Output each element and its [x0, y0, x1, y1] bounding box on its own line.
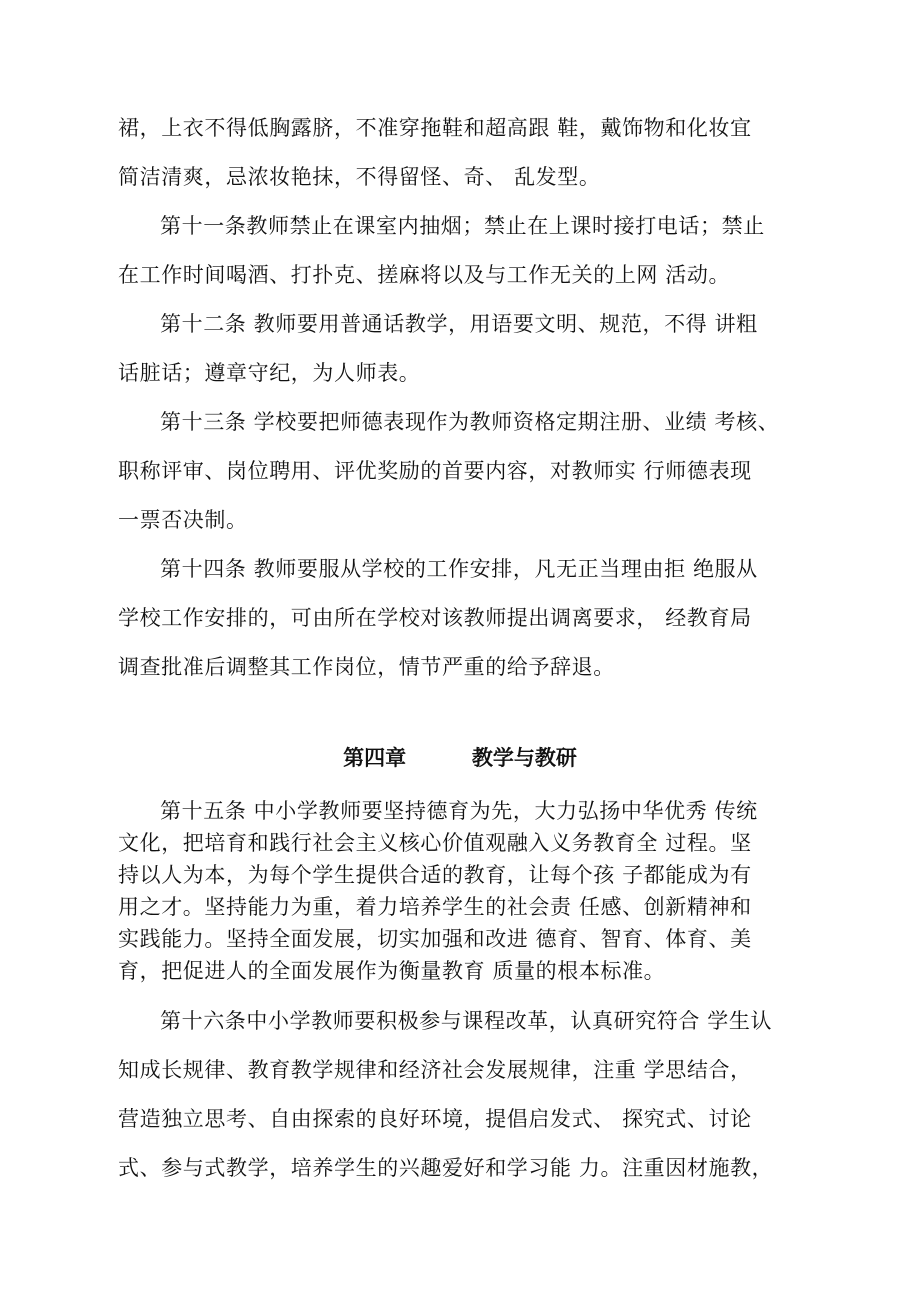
text-line: 持以人为本，为每个学生提供合适的教育，让每个孩 子都能成为有 [118, 863, 752, 887]
text-line: 一票否决制。 [118, 508, 248, 532]
text-line: 第十三条 学校要把师德表现作为教师资格定期注册、业绩 考核、 [160, 410, 780, 434]
text-line: 第十六条中小学教师要积极参与课程改革，认真研究符合 学生认 [160, 1009, 773, 1033]
text-line: 话脏话；遵章守纪，为人师表。 [118, 361, 421, 385]
text-line: 学校工作安排的，可由所在学校对该教师提出调离要求， 经教育局 [118, 606, 752, 630]
text-line: 第十五条 中小学教师要坚持德育为先，大力弘扬中华优秀 传统 [160, 799, 758, 823]
text-line: 第十二条 教师要用普通话教学，用语要文明、规范，不得 讲粗 [160, 312, 758, 336]
text-line: 文化，把培育和践行社会主义核心价值观融入义务教育全 过程。坚 [118, 831, 752, 855]
text-line: 育，把促进人的全面发展作为衡量教育 质量的根本标准。 [118, 959, 666, 983]
text-line: 知成长规律、教育教学规律和经济社会发展规律，注重 学思结合， [118, 1058, 752, 1082]
text-line: 营造独立思考、自由探索的良好环境，提倡启发式、 探究式、讨论 [118, 1107, 752, 1131]
text-line: 在工作时间喝酒、打扑克、搓麻将以及与工作无关的上网 活动。 [118, 263, 731, 287]
chapter-heading: 第四章 教学与教研 [343, 746, 577, 770]
text-line: 职称评审、岗位聘用、评优奖励的首要内容，对教师实 行师德表现 [118, 459, 752, 483]
text-line: 用之才。坚持能力为重，着力培养学生的社会责 任感、创新精神和 [118, 895, 752, 919]
text-line: 裙，上衣不得低胸露脐，不准穿拖鞋和超高跟 鞋，戴饰物和化妆宜 [118, 116, 752, 140]
text-line: 第十四条 教师要服从学校的工作安排，凡无正当理由拒 绝服从 [160, 557, 758, 581]
text-line: 调查批准后调整其工作岗位，情节严重的给予辞退。 [118, 655, 615, 679]
text-line: 第十一条教师禁止在课室内抽烟；禁止在上课时接打电话；禁止 [160, 214, 765, 238]
text-line: 式、参与式教学，培养学生的兴趣爱好和学习能 力。注重因材施教， [118, 1156, 774, 1180]
text-line: 实践能力。坚持全面发展，切实加强和改进 德育、智育、体育、美 [118, 927, 752, 951]
text-line: 简洁清爽，忌浓妆艳抹，不得留怪、奇、 乱发型。 [118, 165, 601, 189]
